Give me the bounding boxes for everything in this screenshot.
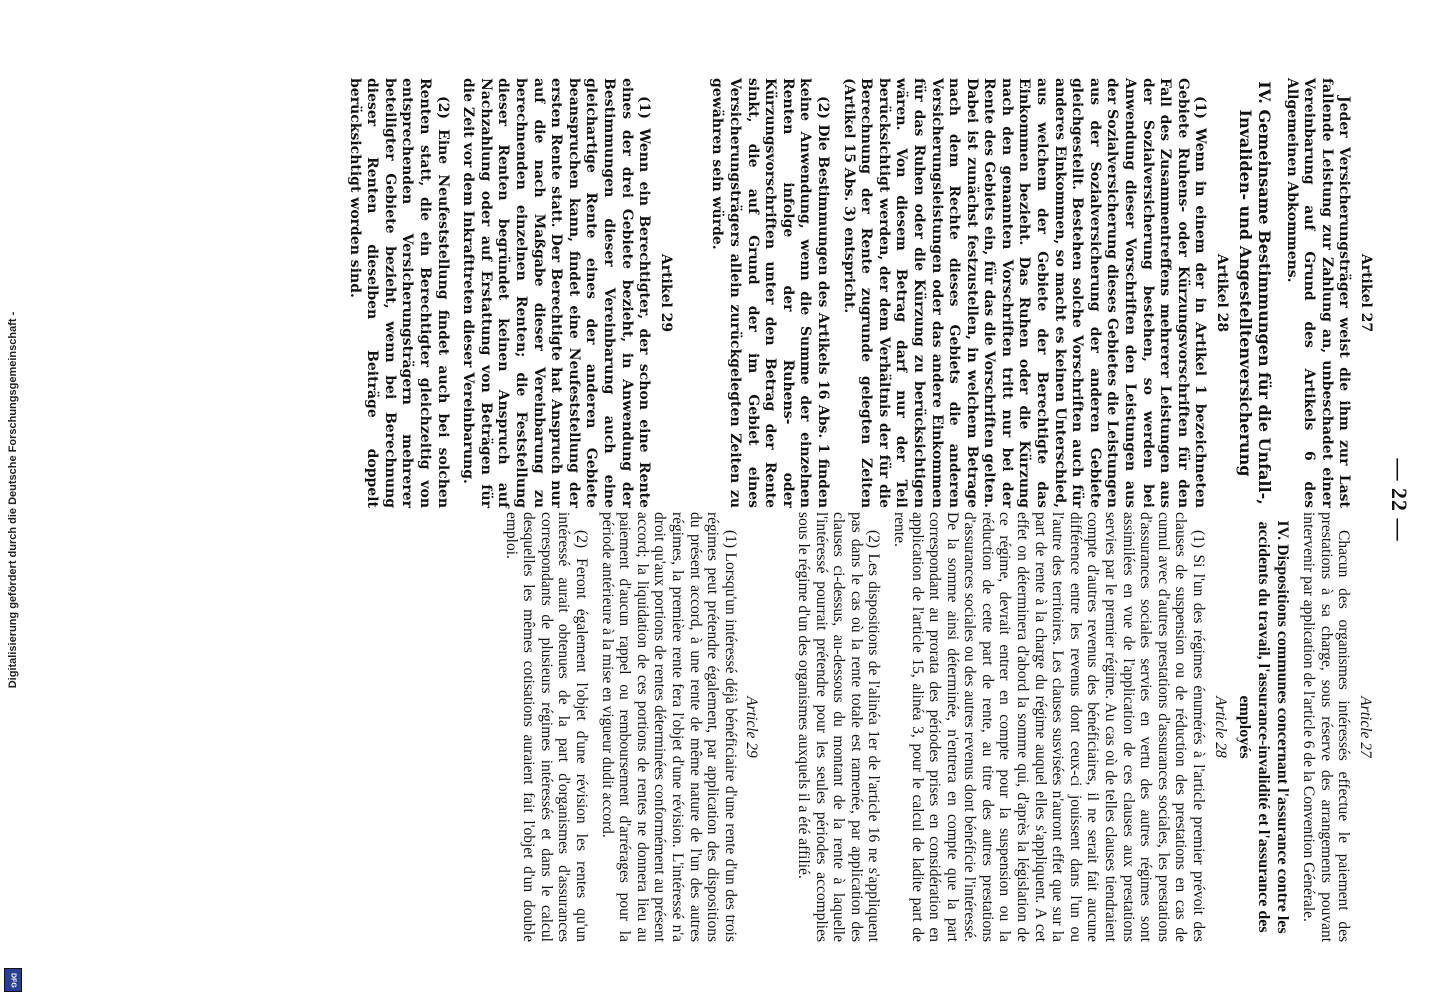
german-article-28-paragraph-2: (2) Die Bestimmungen des Artikels 16 Abs. 1 finden keine Anwendung, wenn die Summe der einzelnen Renten infolge der Ruhens- oder Kürzungsvorschriften unter den Betrag der Rente sinkt, die auf Grund der im Gebiet eines Versicherungsträgers allein zurückgelegten Zeiten zu gewähren sein würde. <box>709 78 831 508</box>
french-article-28-paragraph-2: (2) Les dispositions de l'alinéa 1er de l'article 16 ne s'appliquent pas dans le cas où la rente totale est ramenée, par application des clauses ci-dessus, au-dessous du montant de la rente à laquelle l'intéressé pourrait prétendre pour les seules périodes accomplies sous le régime d'un des organismes auxquels il a été affilié. <box>794 512 883 942</box>
french-article-28-paragraph-1: (1) Si l'un des régimes énumérés à l'article premier prévoit des clauses de suspension ou de réduction des prestations en cas de cumul avec d'autres prestations d'assurances sociales, les prestations d'assurances sociales servies en vertu des autres régimes sont assimilées en vue de l'application de ces clauses aux prestations servies par le premier régime. Au cas où de telles clauses tiendraient compte d'autres revenus des bénéficiaires, il ne serait fait aucune différence entre les revenus dont ceux-ci jouissent dans l'un ou l'autre des territoires. Les clauses susvisées n'auront effet que sur la part de rente à la charge du régime auquel elles s'appliquent. A cet effet on déterminera d'abord la somme qui, d'après la législation de ce régime, devrait entrer en compte pour la suspension ou la réduction de cette part de rente, au titre des autres prestations d'assurances sociales ou des autres revenus dont bénéficie l'intéressé. De la somme ainsi déterminée, n'entrera en compte que la part correspondant au prorata des périodes prises en considération en application de l'article 15, alinéa 3, pour le calcul de ladite part de rente. <box>890 512 1208 942</box>
french-column <box>494 512 1374 942</box>
german-article-27-title: Artikel 27 <box>1358 253 1374 333</box>
german-article-29-paragraph-1: (1) Wenn ein Berechtigter, der schon eine Rente eines der drei Gebiete bezieht, in Anwendung der Bestimmungen dieser Vereinbarung auch eine gleichartige Rente eines der anderen Gebiete beanspruchen kann, findet eine Neufeststellung der ersten Rente statt. Der Berechtigte hat Anspruch nur auf die nach Maßgabe dieser Vereinbarung zu berechnenden einzelnen Renten; die Feststellung dieser Renten begründet keinen Anspruch auf Nachzahlung oder auf Erstattung von Beträgen für die Zeit vor dem Inkrafttreten dieser Vereinbarung. <box>460 78 653 508</box>
french-article-28-title: Article 28 <box>1211 696 1229 758</box>
page-number: — 22 — <box>1387 458 1412 542</box>
french-article-29-paragraph-2: (2) Feront également l'objet d'une révision les rentes qu'un intéressé aurait obtenues de la part d'organismes d'assurances correspondants de plusieurs régimes intéressés et dans le calcul desquelles les mêmes cotisations auraient fait l'objet d'un double emploi. <box>502 512 591 942</box>
german-section-title: IV. Gemeinsame Bestimmungen für die Unfall-, Invaliden- und Angestelltenversicherung <box>1236 81 1275 505</box>
french-article-27-text: Chacun des organismes intéressés effectue le paiement des prestations à sa charge, sous réserve des arrangements pouvant intervenir par application de l'article 6 de la Convention Générale. <box>1300 512 1353 942</box>
french-article-27-title: Article 27 <box>1357 696 1374 758</box>
german-article-29-title: Artikel 29 <box>657 253 674 333</box>
french-section-title: IV. Dispositions communes concernant l'assurance contre les accidents du travail, l'assurance-invalidité et l'assurance des employés <box>1235 520 1291 934</box>
german-article-27-text: Jeder Versicherungsträger weist die ihm zur Last fallende Leistung zur Zahlung an, unbeschadet einer Vereinbarung auf Grund des Artikels 6 des Allgemeinen Abkommens. <box>1283 78 1353 508</box>
german-article-28-paragraph-1: (1) Wenn in einem der in Artikel 1 bezeichneten Gebiete Ruhens- oder Kürzungsvorschriften für den Fall des Zusammentreffens mehrerer Leistungen aus der Sozialversicherung bestehen, so werden bei Anwendung dieser Vorschriften den Leistungen aus der Sozialversicherung dieses Gebietes die Leistungen aus der Sozialversicherung der anderen Gebiete gleichgestellt. Bestehen solche Vorschriften auch für anderes Einkommen, so macht es keinen Unterschied, aus welchem der Gebiete der Berechtigte das Einkommen bezieht. Das Ruhen oder die Kürzung nach den genannten Vorschriften tritt nur bei der Rente des Gebiets ein, für das die Vorschriften gelten. Dabei ist zunächst festzustellen, in welchem Betrage nach dem Rechte dieses Gebiets die anderen Versicherungsleistungen oder das andere Einkommen für das Ruhen oder die Kürzung zu berücksichtigen wären. Von diesem Betrag darf nur der Teil berücksichtigt werden, der dem Verhältnis der für die Berechnung der Rente zugrunde gelegten Zeiten (Artikel 15 Abs. 3) entspricht. <box>840 78 1209 508</box>
french-article-29-title: Article 29 <box>743 696 761 758</box>
german-article-29-paragraph-2: (2) Eine Neufeststellung findet auch bei solchen Renten statt, die ein Berechtigter gleichzeitig von entsprechenden Versicherungsträgern mehrerer beteiligter Gebiete bezieht, wenn bei Berechnung dieser Renten dieselben Beiträge doppelt berücksichtigt worden sind. <box>346 78 451 508</box>
german-article-28-title: Artikel 28 <box>1214 253 1231 333</box>
german-column <box>337 78 1374 508</box>
french-article-29-paragraph-1: (1) Lorsqu'un intéressé déjà bénéficiaire d'une rente d'un des trois régimes peut prétendre également, par application des dispositions du présent accord, à une rente de même nature de l'un des autres régimes, la première rente fera l'objet d'une révision. L'intéressé n'a droit qu'aux portions de rentes déterminées conformément au présent accord; la liquidation de ces portions de rentes ne donnera lieu au paiement d'aucun rappel ou remboursement d'arrérages pour la période antérieure à la mise en vigueur dudit accord. <box>598 512 739 942</box>
side-margin <box>0 0 26 1000</box>
dfg-logo: DFG <box>4 968 22 992</box>
funding-note: Digitalisierung gefördert durch die Deutsche Forschungsgemeinschaft - <box>7 311 19 689</box>
